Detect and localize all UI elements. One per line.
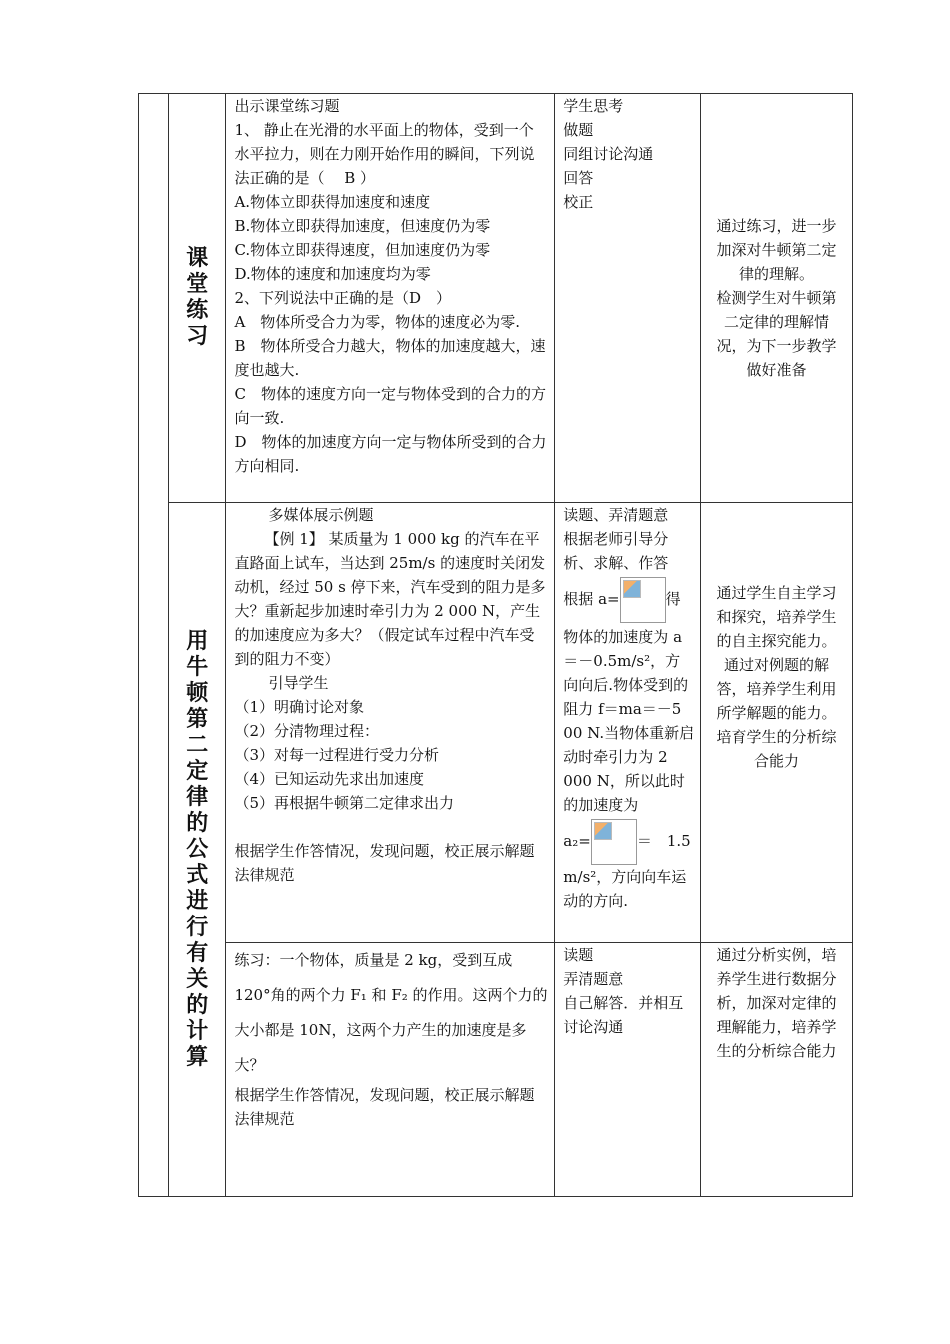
student-activity-cell — [555, 503, 701, 943]
teacher-activity-cell — [226, 943, 555, 1197]
content-line: 根据学生作答情况，发现问题，校正展示解题法律规范 — [234, 1086, 535, 1128]
student-line: 根据老师引导分析、求解、作答 — [563, 530, 669, 572]
content-line: A.物体立即获得加速度和速度 — [234, 193, 431, 211]
content-line: 1、 静止在光滑的水平面上的物体，受到一个水平拉力，则在力刚开始作用的瞬间，下列说法正确的是（ B ） — [234, 121, 535, 187]
student-activity-cell — [555, 943, 701, 1197]
student-line: 物体的加速度为 a＝－0.5m/s²，方向向后.物体受到的阻力 f＝ma＝－5 00 N.当物体重新启动时牵引力为 2 000 N，所以此时的加速度为 — [563, 628, 695, 814]
content-line: （5）再根据牛顿第二定律求出力 — [234, 794, 455, 812]
formula-prefix: a₂= — [563, 832, 591, 850]
content-line: 出示课堂练习题 — [234, 97, 340, 115]
formula-suffix: 得 — [665, 590, 681, 608]
student-line: 读题 — [563, 946, 594, 964]
phase-label: 用牛顿第二定律的公式进行有关的计算 — [186, 628, 209, 1070]
content-line: 【例 1】 某质量为 1 000 kg 的汽车在平直路面上试车，当达到 25m/s 的速度时关闭发动机，经过 50 s 停下来，汽车受到的阻力是多大？重新起步加速时牵引力为 2 000 N，产生的加速度应为多大？（假定试车过程中汽车受到的阻力不变） — [234, 530, 546, 668]
phase-cell — [169, 94, 226, 503]
student-line: 做题 — [563, 121, 594, 139]
content-line: 根据学生作答情况，发现问题，校正展示解题法律规范 — [234, 842, 535, 884]
table-row — [139, 943, 853, 1197]
content-line: 练习：一个物体，质量是 2 kg，受到互成 120°角的两个力 F₁ 和 F₂ 的作用。这两个力的大小都是 10N，这两个力产生的加速度是多大？ — [234, 951, 548, 1074]
student-line: 弄清题意 — [563, 970, 624, 988]
student-line — [563, 819, 694, 913]
intent-line: 通过分析实例，培养学生进行数据分析，加深对定律的理解能力，培养学生的分析综合能力 — [716, 946, 837, 1060]
intent-line: 通过学生自主学习和探究，培养学生的自主探究能力。 — [716, 584, 837, 650]
content-line: （3）对每一过程进行受力分析 — [234, 746, 440, 764]
content-line: D.物体的速度和加速度均为零 — [234, 265, 431, 283]
formula-prefix: 根据 a= — [563, 590, 620, 608]
design-intent-cell — [701, 503, 853, 943]
formula-suffix: ＝ 1.5 m/s²，方向向车运动的方向. — [563, 832, 691, 910]
content-line: C.物体立即获得速度，但加速度仍为零 — [234, 241, 491, 259]
content-line: 多媒体展示例题 — [268, 506, 374, 524]
phase-cell — [169, 503, 226, 1197]
student-line — [563, 577, 694, 623]
student-line: 学生思考 — [563, 97, 624, 115]
intent-line: 通过练习，进一步加深对牛顿第二定律的理解。 — [716, 217, 837, 283]
student-line: 同组讨论沟通 — [563, 145, 654, 163]
content-line: （2）分清物理过程： — [234, 722, 380, 740]
intent-line: 通过对例题的解答，培养学生利用所学解题的能力。培育学生的分析综合能力 — [716, 656, 837, 770]
content-line: B 物体所受合力越大，物体的加速度越大，速度也越大. — [234, 337, 546, 379]
table-row — [139, 503, 853, 943]
formula-image-icon — [620, 577, 666, 623]
student-line: 读题、弄清题意 — [563, 506, 669, 524]
student-line: 自己解答．并相互讨论沟通 — [563, 994, 684, 1036]
student-line: 回答 — [563, 169, 594, 187]
content-line: （4）已知运动先求出加速度 — [234, 770, 425, 788]
lesson-plan-table — [138, 93, 853, 1197]
intent-line: 检测学生对牛顿第二定律的理解情况，为下一步教学做好准备 — [716, 289, 837, 379]
content-line: （1）明确讨论对象 — [234, 698, 365, 716]
table-row — [139, 94, 853, 503]
teacher-activity-cell — [226, 503, 555, 943]
content-line: 2、下列说法中正确的是（D ） — [234, 289, 452, 307]
content-line: A 物体所受合力为零，物体的速度必为零. — [234, 313, 521, 331]
content-line: B.物体立即获得加速度，但速度仍为零 — [234, 217, 491, 235]
formula-image-icon — [591, 819, 637, 865]
content-line: C 物体的速度方向一定与物体受到的合力的方向一致. — [234, 385, 546, 427]
teacher-activity-cell — [226, 94, 555, 503]
content-line: 引导学生 — [268, 674, 329, 692]
design-intent-cell — [701, 943, 853, 1197]
student-line: 校正 — [563, 193, 594, 211]
design-intent-cell — [701, 94, 853, 503]
blank-column — [139, 94, 169, 1197]
content-line: D 物体的加速度方向一定与物体所受到的合力方向相同. — [234, 433, 547, 475]
phase-label: 课堂练习 — [186, 246, 209, 349]
student-activity-cell — [555, 94, 701, 503]
